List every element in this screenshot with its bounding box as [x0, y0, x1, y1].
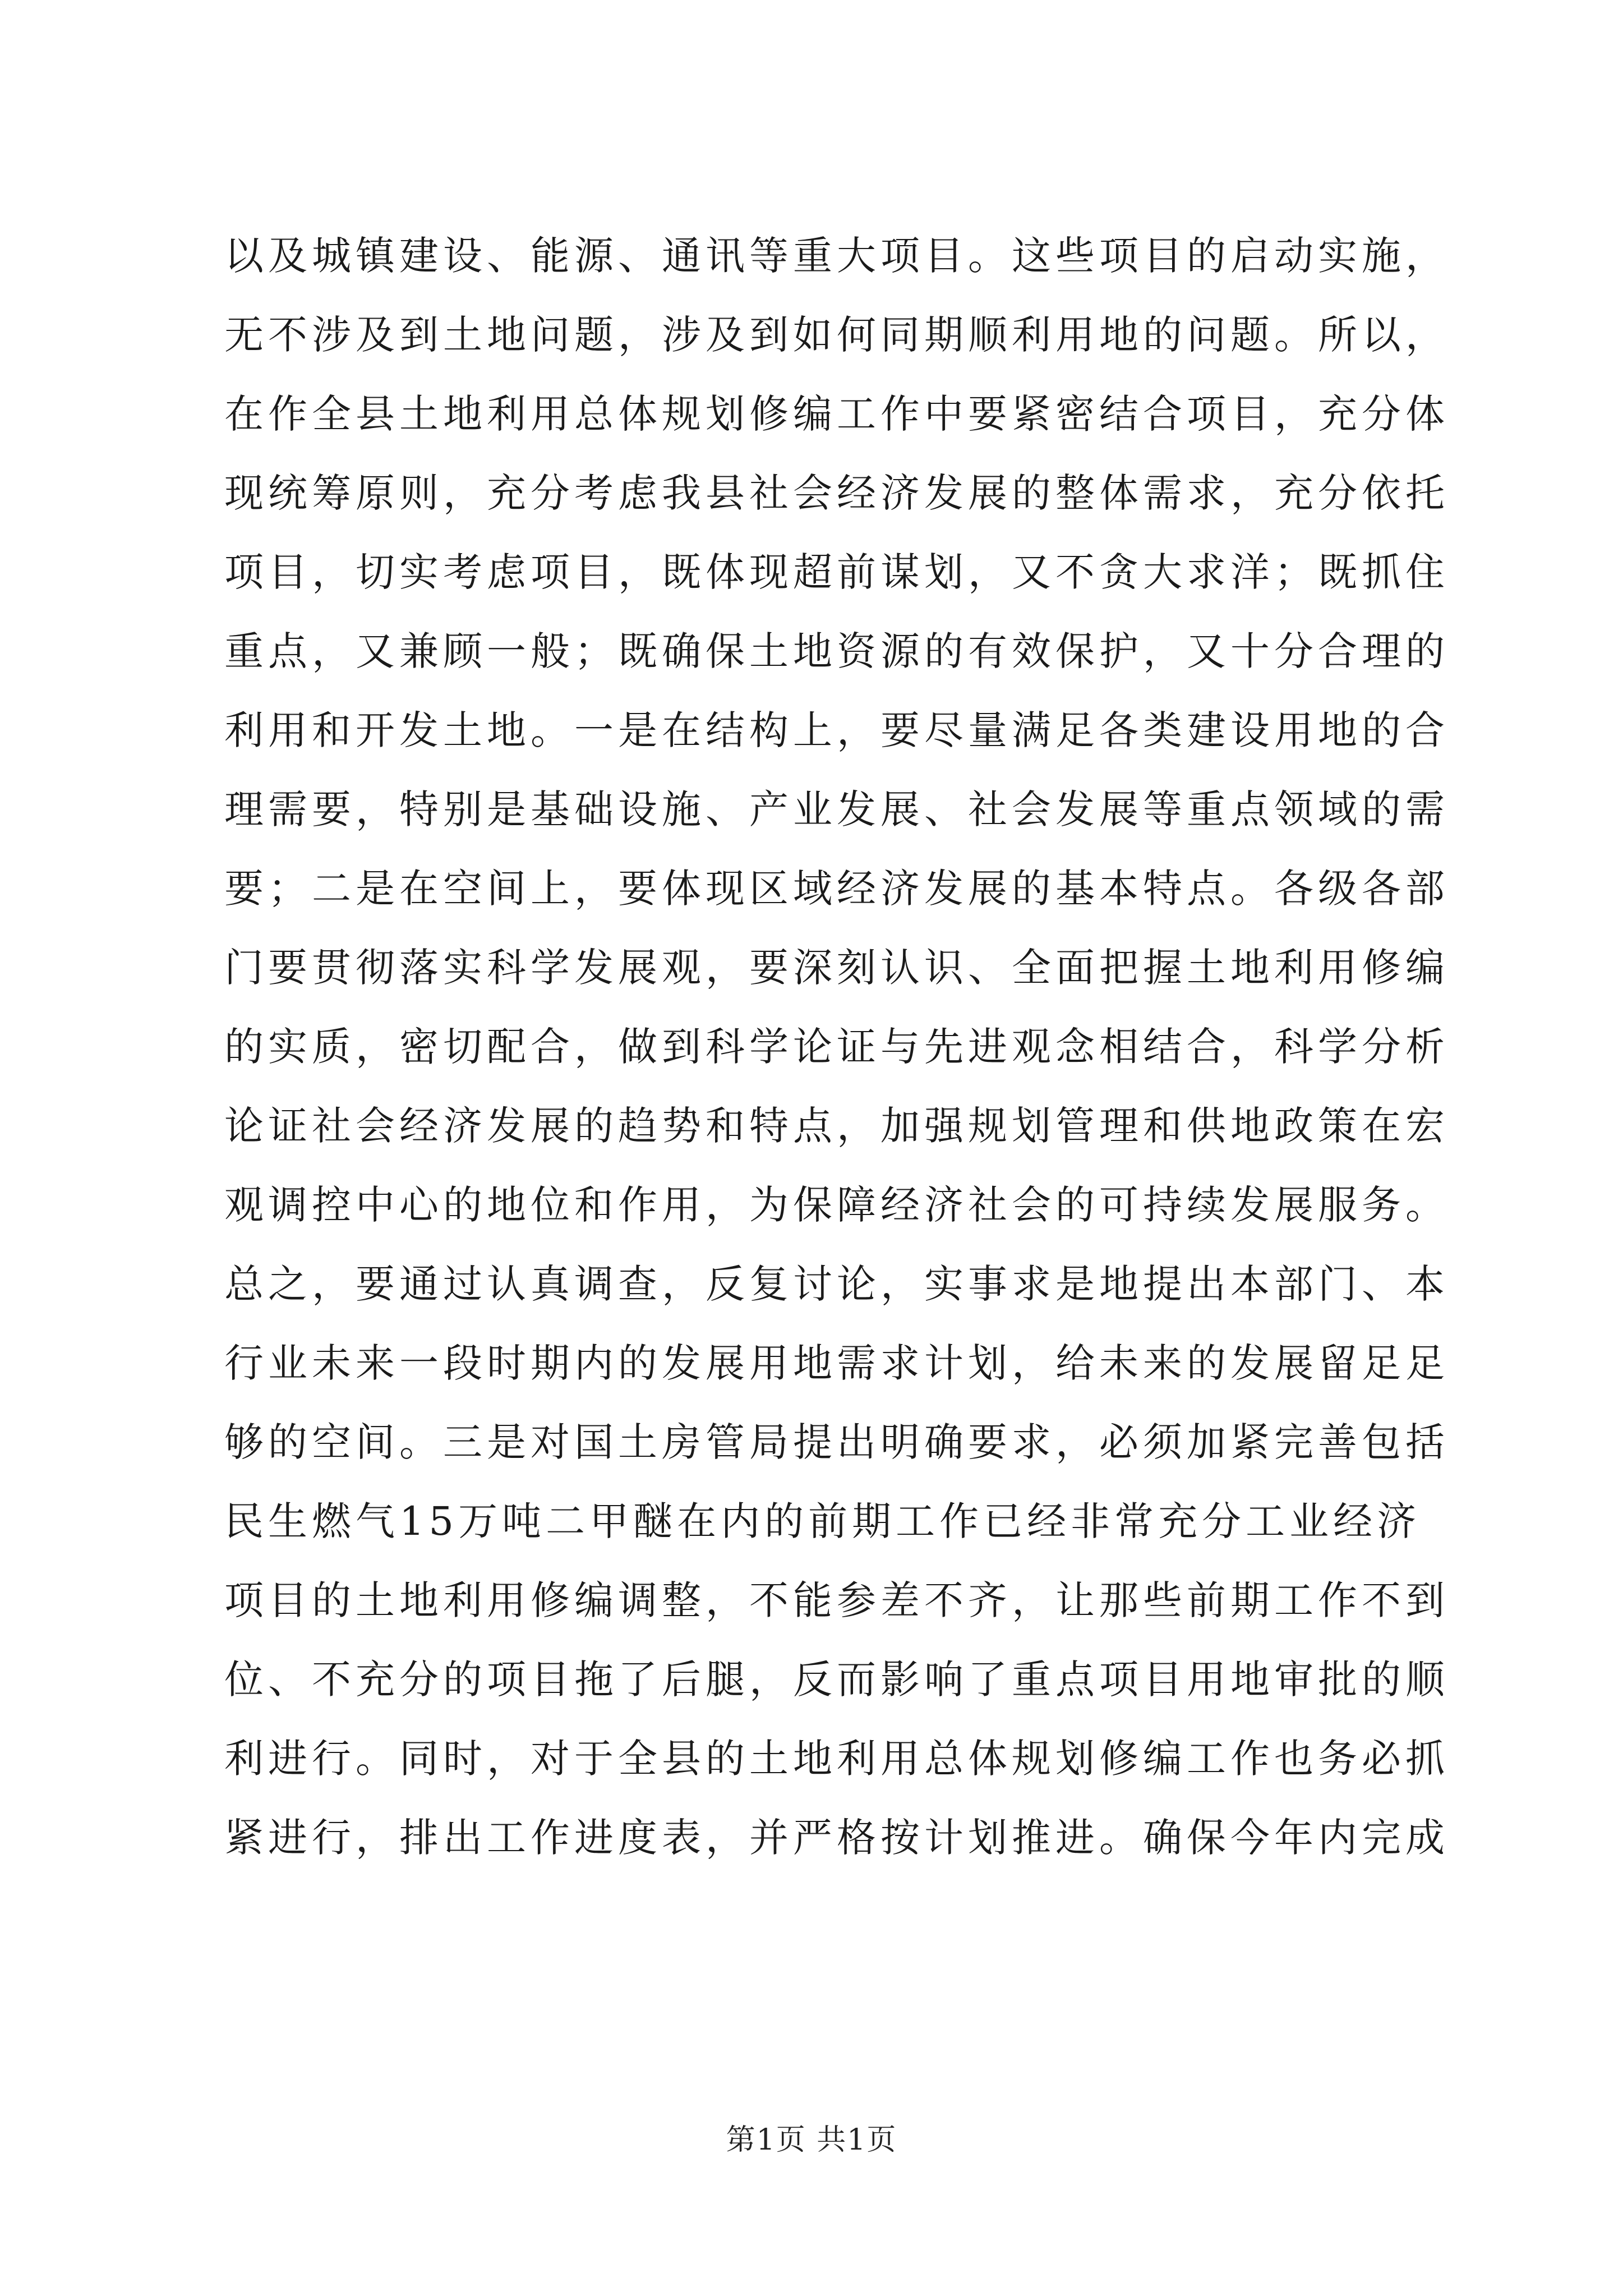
text-line: 要；二是在空间上，要体现区域经济发展的基本特点。各级各部: [224, 866, 1449, 912]
text-line: 现统筹原则，充分考虑我县社会经济发展的整体需求，充分依托: [224, 470, 1449, 516]
text-line: 利进行。同时，对于全县的土地利用总体规划修编工作也务必抓: [224, 1736, 1449, 1782]
text-line: 位、不充分的项目拖了后腿，反而影响了重点项目用地审批的顺: [224, 1657, 1449, 1703]
text-line: 利用和开发土地。一是在结构上，要尽量满足各类建设用地的合: [224, 707, 1449, 753]
text-line: 够的空间。三是对国土房管局提出明确要求，必须加紧完善包括: [224, 1419, 1449, 1465]
text-line: 在作全县土地利用总体规划修编工作中要紧密结合项目，充分体: [224, 391, 1449, 437]
text-line: 论证社会经济发展的趋势和特点，加强规划管理和供地政策在宏: [224, 1103, 1449, 1149]
text-line: 项目的土地利用修编调整，不能参差不齐，让那些前期工作不到: [224, 1577, 1449, 1623]
text-line: 项目，切实考虑项目，既体现超前谋划，又不贪大求洋；既抓住: [224, 549, 1449, 595]
text-line: 理需要，特别是基础设施、产业发展、社会发展等重点领域的需: [224, 786, 1449, 832]
text-line: 民生燃气15万吨二甲醚在内的前期工作已经非常充分工业经济: [224, 1498, 1421, 1544]
text-line: 总之，要通过认真调查，反复讨论，实事求是地提出本部门、本: [224, 1261, 1449, 1307]
text-line: 门要贯彻落实科学发展观，要深刻认识、全面把握土地利用修编: [224, 945, 1449, 991]
text-line: 紧进行，排出工作进度表，并严格按计划推进。确保今年内完成: [224, 1815, 1449, 1861]
text-line: 无不涉及到土地问题，涉及到如何同期顺利用地的问题。所以，: [224, 312, 1449, 358]
text-line: 以及城镇建设、能源、通讯等重大项目。这些项目的启动实施，: [224, 233, 1449, 279]
page-number-label: 第1页 共1页: [726, 2123, 897, 2157]
text-line: 重点，又兼顾一般；既确保土地资源的有效保护，又十分合理的: [224, 628, 1449, 674]
page-footer: [0, 2120, 1623, 2160]
text-line: 的实质，密切配合，做到科学论证与先进观念相结合，科学分析: [224, 1024, 1449, 1070]
text-line: 观调控中心的地位和作用，为保障经济社会的可持续发展服务。: [224, 1182, 1449, 1228]
text-line: 行业未来一段时期内的发展用地需求计划，给未来的发展留足足: [224, 1340, 1449, 1386]
body-text: [224, 217, 1449, 1878]
